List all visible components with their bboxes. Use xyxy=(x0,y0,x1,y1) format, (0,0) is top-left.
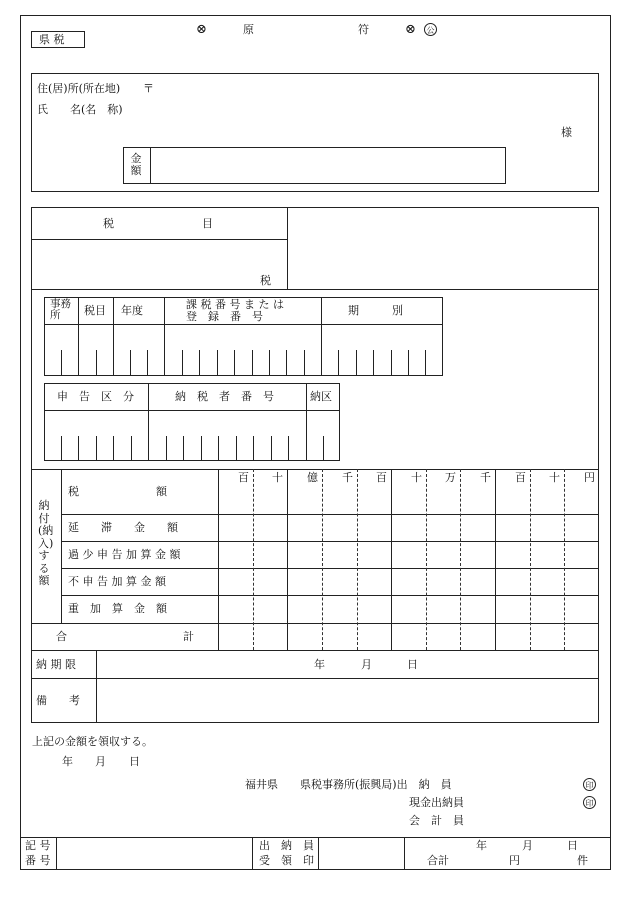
cross-circle-icon: ⊗ xyxy=(405,22,416,37)
digit-tick xyxy=(113,436,114,461)
name-label: 氏 名(名 称) xyxy=(37,103,123,116)
amount-row-line xyxy=(31,650,599,651)
amounts-side-label: 納付(納入)する額 xyxy=(38,499,54,587)
codes-col xyxy=(78,297,79,376)
digit-tick xyxy=(252,350,253,376)
declaration-header-line xyxy=(44,410,340,411)
office-label xyxy=(50,299,74,321)
footer-col xyxy=(318,837,319,870)
office-label-text: 事務所 xyxy=(50,298,71,321)
number-label-1: 課 税 番 号 ま た は xyxy=(186,298,284,311)
digit-column-line xyxy=(391,469,392,650)
digit-tick xyxy=(373,350,374,376)
cross-circle-icon: ⊗ xyxy=(196,22,207,37)
digit-tick xyxy=(304,350,305,376)
ko-seal-icon: 公 xyxy=(424,23,437,36)
digit-tick xyxy=(201,436,202,461)
deadline-month: 月 xyxy=(361,658,372,671)
digit-unit-label: 百 xyxy=(376,471,387,484)
digit-unit-label: 百 xyxy=(515,471,526,484)
receipt-year: 年 xyxy=(62,755,73,768)
footer-bango: 番 号 xyxy=(25,854,51,867)
footer-day: 日 xyxy=(567,839,578,852)
year-label: 年度 xyxy=(121,304,143,317)
tax-item-divider xyxy=(287,207,288,289)
codes-col xyxy=(164,297,165,376)
footer-suitoin: 出 納 員 xyxy=(259,839,314,852)
amount-row-label: 不 申 告 加 算 金 額 xyxy=(68,575,166,588)
receipt-cash-officer: 現金出納員 xyxy=(409,796,464,809)
number-label-2: 登 録 番 号 xyxy=(186,310,263,323)
remarks-label: 備 考 xyxy=(36,694,80,707)
tax-item-label: 税 目 xyxy=(103,217,213,230)
digit-tick xyxy=(131,436,132,461)
seal-icon: 印 xyxy=(583,778,596,791)
postal-mark: 〒 xyxy=(143,82,154,95)
digit-tick xyxy=(147,350,148,376)
receipt-day: 日 xyxy=(129,755,140,768)
amount-row-line xyxy=(61,568,599,569)
amount-divider xyxy=(150,147,151,184)
digit-tick xyxy=(271,436,272,461)
digit-tick xyxy=(286,350,287,376)
digit-column-line xyxy=(426,469,427,650)
nouku-label: 納区 xyxy=(310,390,332,403)
digit-column-line xyxy=(287,469,288,650)
amount-row-label: 延 滞 金 額 xyxy=(68,521,178,534)
seal-icon: 印 xyxy=(583,796,596,809)
deadline-day: 日 xyxy=(407,658,418,671)
digit-tick xyxy=(338,350,339,376)
gen-text: 原 xyxy=(243,23,254,36)
period-label: 期 別 xyxy=(348,304,403,317)
codes-header-line xyxy=(44,324,443,325)
digit-tick xyxy=(183,436,184,461)
amount-row-line xyxy=(61,514,599,515)
amounts-top-line xyxy=(31,469,599,470)
footer-total: 合計 xyxy=(427,854,449,867)
amount-row-line xyxy=(61,595,599,596)
footer-ken: 件 xyxy=(577,854,588,867)
amount-row-label: 税 額 xyxy=(68,485,167,498)
taxpayer-no-label: 納 税 者 番 号 xyxy=(175,390,274,403)
digit-tick xyxy=(269,350,270,376)
receipt-accountant: 会 計 員 xyxy=(409,814,464,827)
digit-tick xyxy=(78,436,79,461)
amount-row-label: 重 加 算 金 額 xyxy=(68,602,167,615)
digit-tick xyxy=(96,350,97,376)
digit-unit-label: 百 xyxy=(238,471,249,484)
amount-box xyxy=(123,147,506,184)
digit-tick xyxy=(288,436,289,461)
digit-unit-label: 十 xyxy=(272,471,283,484)
total-label-a: 合 xyxy=(56,630,67,643)
address-label: 住(居)所(所在地) xyxy=(37,82,121,95)
digit-unit-label: 円 xyxy=(584,471,595,484)
digit-column-line xyxy=(530,469,531,650)
tax-item-line xyxy=(31,239,287,240)
digit-tick xyxy=(253,436,254,461)
digit-column-line xyxy=(322,469,323,650)
amount-row-line xyxy=(31,623,599,624)
footer-kigo: 記 号 xyxy=(25,839,51,852)
footer-month: 月 xyxy=(522,839,533,852)
digit-tick xyxy=(217,350,218,376)
footer-col xyxy=(404,837,405,870)
codes-col xyxy=(321,297,322,376)
digit-unit-label: 億 xyxy=(307,471,318,484)
receipt-statement: 上記の金額を領収する。 xyxy=(32,735,153,748)
digit-column-line xyxy=(357,469,358,650)
deadline-label: 納 期 限 xyxy=(36,658,76,671)
digit-tick xyxy=(391,350,392,376)
deadline-divider xyxy=(96,650,97,723)
digit-column-line xyxy=(495,469,496,650)
digit-column-line xyxy=(564,469,565,650)
footer-ryoshuin: 受 領 印 xyxy=(259,854,314,867)
digit-tick xyxy=(61,350,62,376)
item-label: 税目 xyxy=(84,304,106,317)
kubun-label: 申 告 区 分 xyxy=(57,390,134,403)
amount-label: 金額 xyxy=(130,152,142,177)
digit-tick xyxy=(218,436,219,461)
digit-tick xyxy=(96,436,97,461)
digit-tick xyxy=(61,436,62,461)
footer-col xyxy=(252,837,253,870)
digit-tick xyxy=(234,350,235,376)
receipt-office-line: 福井県 県税事務所(振興局)出 納 員 xyxy=(245,778,452,791)
tax-item-bottom xyxy=(31,289,599,290)
tax-item-suffix: 税 xyxy=(260,274,271,287)
digit-tick xyxy=(356,350,357,376)
fu-text: 符 xyxy=(358,23,369,36)
digit-column-line xyxy=(460,469,461,650)
digit-unit-label: 十 xyxy=(411,471,422,484)
footer-yen: 円 xyxy=(509,854,520,867)
digit-column-line xyxy=(253,469,254,650)
declaration-col xyxy=(148,383,149,461)
tax-label: 県 税 xyxy=(39,33,65,46)
digit-unit-label: 十 xyxy=(549,471,560,484)
main-box xyxy=(31,207,599,723)
footer-col xyxy=(56,837,57,870)
digit-tick xyxy=(425,350,426,376)
footer-top-line xyxy=(20,837,611,838)
digit-tick xyxy=(182,350,183,376)
digit-tick xyxy=(236,436,237,461)
declaration-col xyxy=(306,383,307,461)
receipt-month: 月 xyxy=(95,755,106,768)
amount-row-label: 過 少 申 告 加 算 金 額 xyxy=(68,548,181,561)
amounts-side-divider xyxy=(61,469,62,623)
digit-tick xyxy=(199,350,200,376)
footer-year: 年 xyxy=(476,839,487,852)
digit-tick xyxy=(166,436,167,461)
digit-unit-label: 千 xyxy=(480,471,491,484)
digit-unit-label: 千 xyxy=(342,471,353,484)
total-label-b: 計 xyxy=(183,630,194,643)
codes-col xyxy=(113,297,114,376)
digit-unit-label: 万 xyxy=(445,471,456,484)
honorific: 様 xyxy=(561,126,572,139)
deadline-line xyxy=(31,678,599,679)
digit-tick xyxy=(130,350,131,376)
amount-row-line xyxy=(61,541,599,542)
digit-tick xyxy=(408,350,409,376)
deadline-year: 年 xyxy=(314,658,325,671)
digit-tick xyxy=(323,436,324,461)
